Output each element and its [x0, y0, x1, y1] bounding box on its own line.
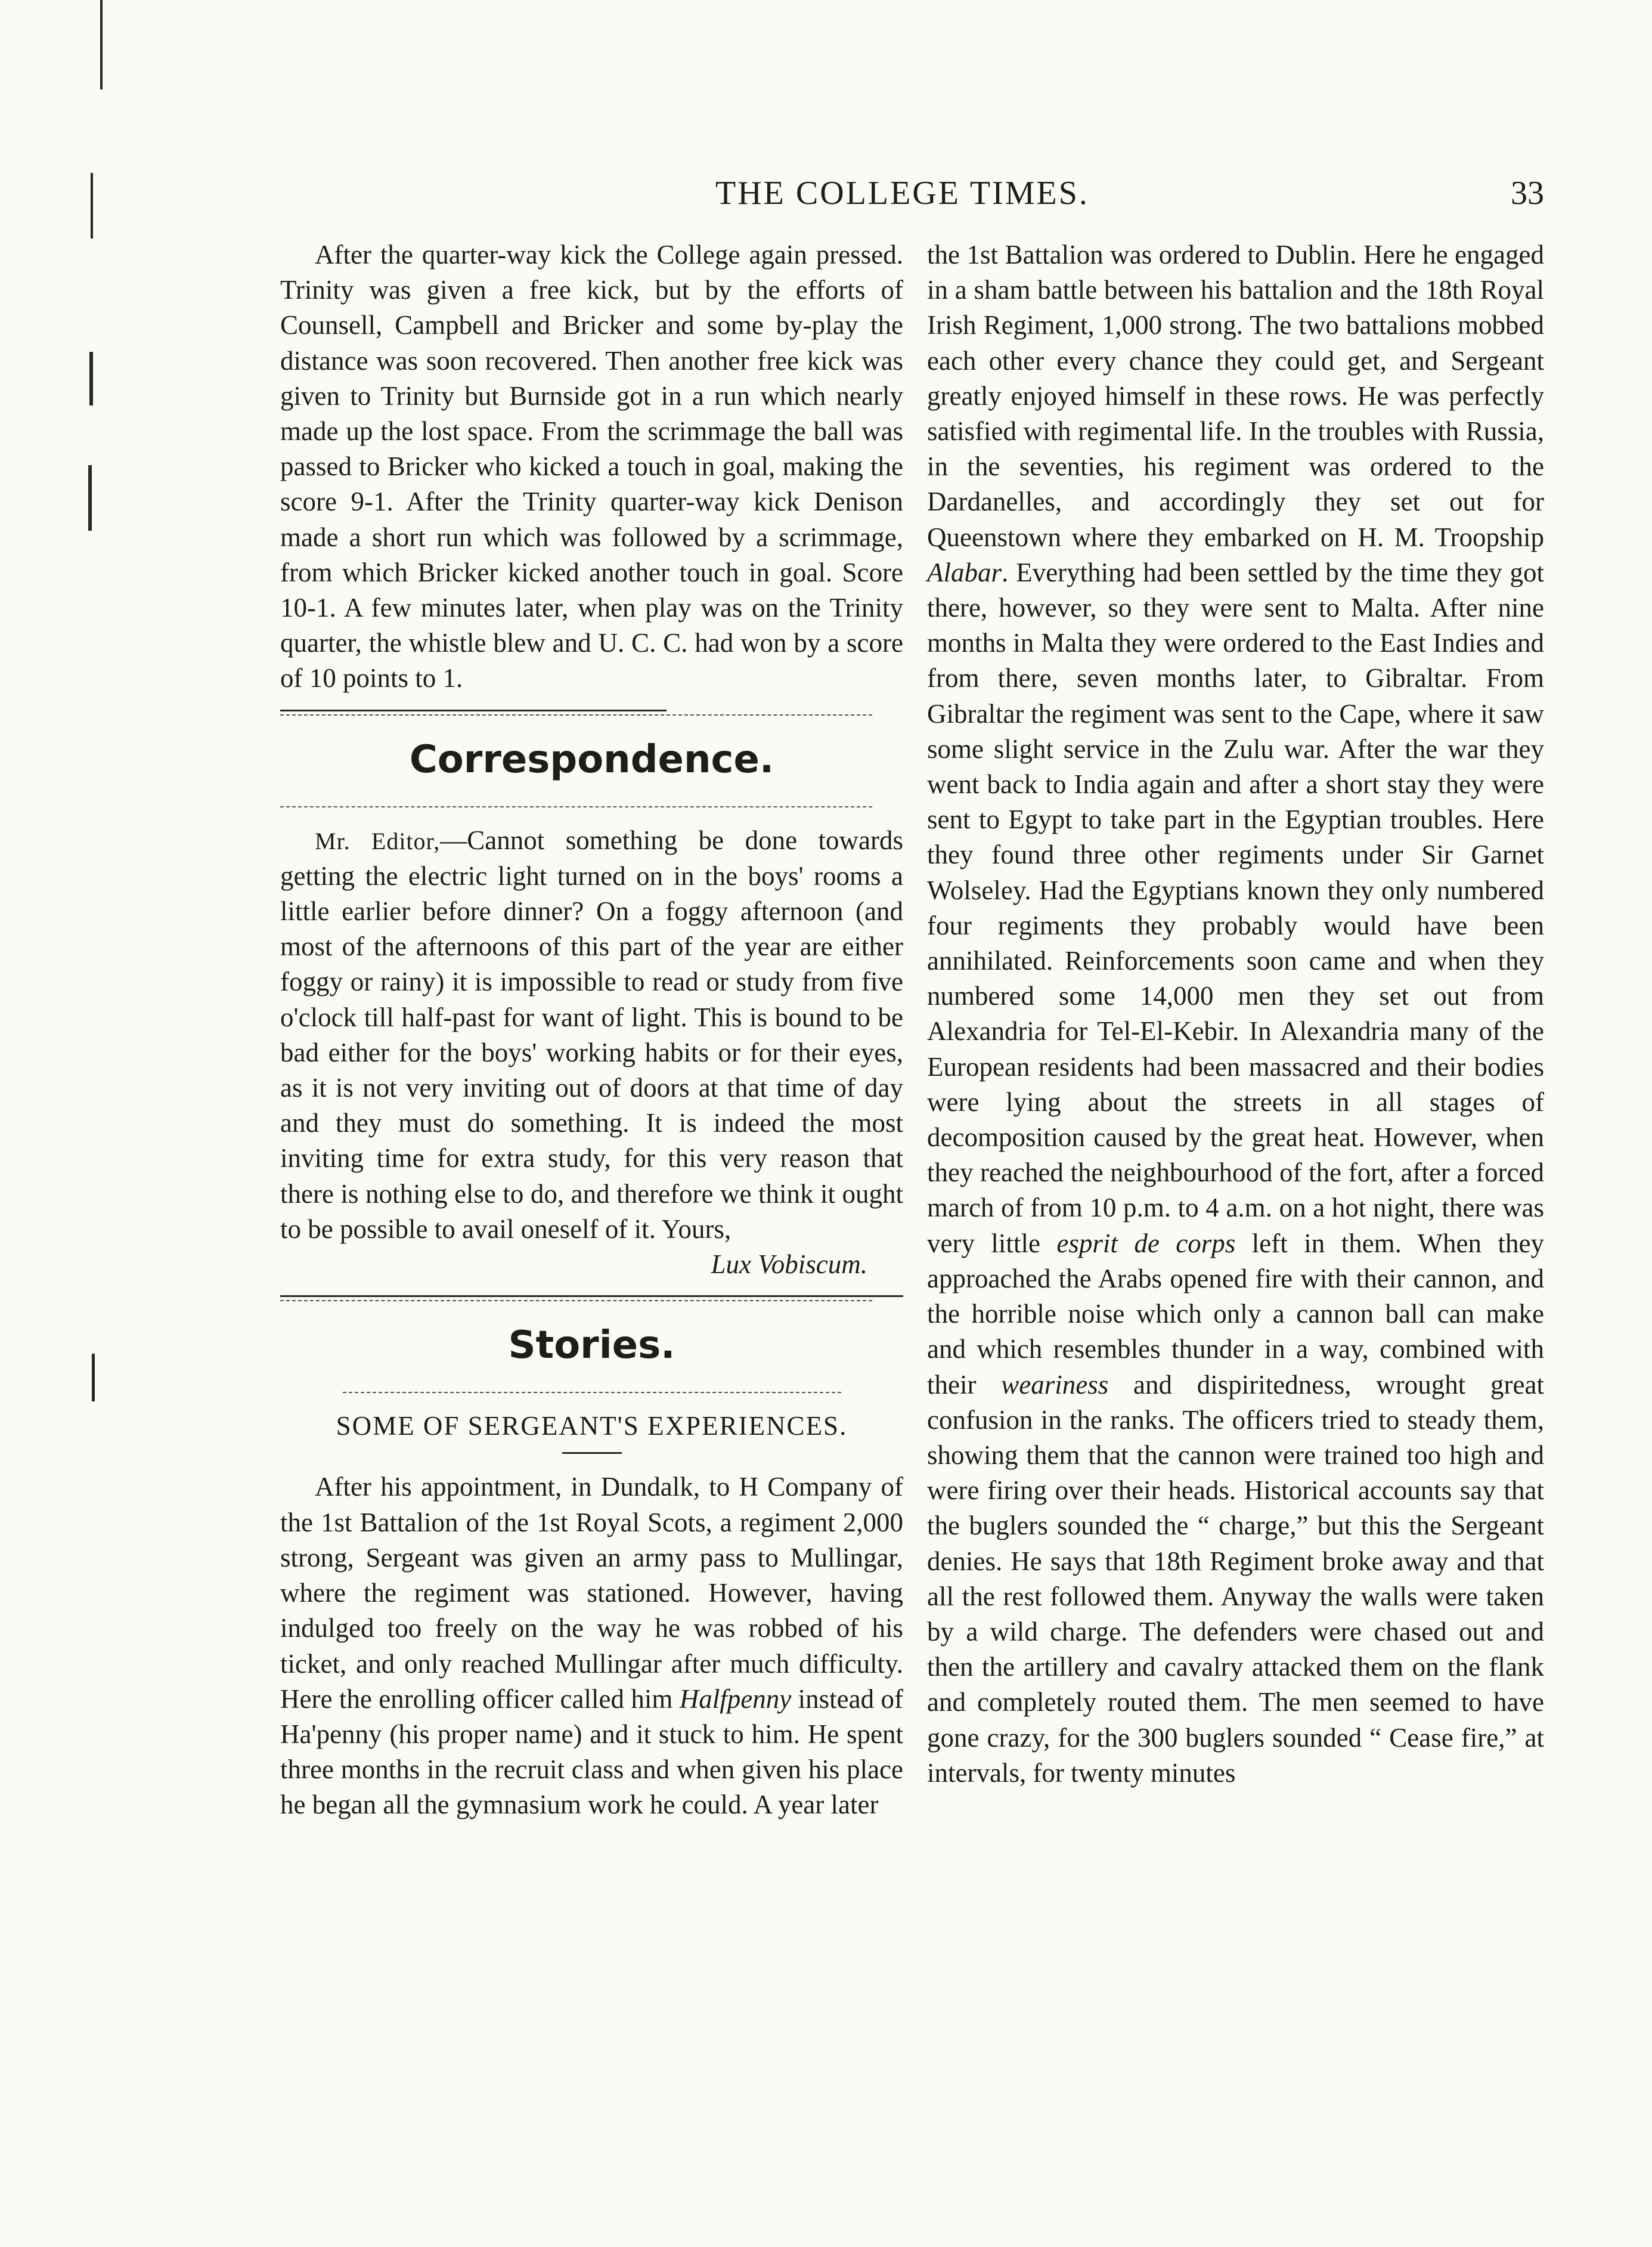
story-text: left in them. When they approached the Arabs opened fire with their cannon, and the horrible noise which only a cannon ball can make and which resembles thunder in a way, combined with their	[927, 1228, 1544, 1400]
football-report-paragraph: After the quarter-way kick the College again pressed. Trinity was given a free kick, but by the efforts of Counsell, Campbell and Bricker and some by-play the distance was soon recovered. Then another free kick was given to Trinity but Burnside got in a run which nearly made up the lost space. From the scrimmage the ball was passed to Bricker who kicked a touch in goal, making the score 9-1. After the Trinity quarter-way kick Denison made a short run which was followed by a scrimmage, from which Bricker kicked another touch in goal. Score 10-1. A few minutes later, when play was on the Trinity quarter, the whistle blew and U. C. C. had won by a score of 10 points to 1.	[280, 240, 903, 694]
story-paragraph	[280, 1469, 903, 1822]
section-divider	[280, 1387, 903, 1395]
section-divider	[280, 801, 903, 810]
scan-mark	[89, 352, 93, 406]
correspondence-heading: Correspondence.	[409, 737, 774, 782]
weariness-word: weariness	[1001, 1369, 1109, 1400]
right-column	[927, 237, 1544, 1791]
story-text: instead of Ha'penny (his proper name) and it stuck to him. He spent three months in the recruit class and when given his place he began all the gymnasium work he could. A year later	[280, 1683, 903, 1820]
story-text: the 1st Battalion was ordered to Dublin. Here he engaged in a sham battle between his battalion and the 18th Royal Irish Regiment, 1,000 strong. The two battalions mobbed each other every chance they could get, and Sergeant greatly enjoyed himself in these rows. He was perfectly satisfied with regimental life. In the troubles with Russia, in the seventies, his regiment was ordered to the Dardanelles, and accordingly they set out for Queenstown where they embarked on H. M. Troopship	[927, 240, 1544, 552]
story-text: After his appointment, in Dundalk, to H Company of the 1st Battalion of the 1st Royal Scots, a regiment 2,000 strong, Sergeant was given an army pass to Mullingar, where the regiment was stationed. However, having indulged too freely on the way he was robbed of his ticket, and only reached Mullingar after much difficulty. Here the enrolling officer called him	[280, 1472, 903, 1714]
esprit-phrase: esprit de corps	[1056, 1228, 1236, 1258]
left-column	[280, 237, 903, 1823]
story-title: SOME OF SERGEANT'S EXPERIENCES.	[336, 1411, 848, 1441]
letter-paragraph	[280, 823, 903, 1247]
nickname: Halfpenny	[679, 1683, 792, 1714]
scan-mark	[100, 0, 103, 89]
story-text: and dispiritedness, wrought great confusion in the ranks. The officers tried to steady them, showing them that the cannon were trained too high and were firing over their heads. Historical accounts say that the buglers sounded the “ charge,” but this the Sergeant denies. He says that 18th Regiment broke away and that all the rest followed them. Anyway the walls were taken by a wild charge. The defenders were chased out and then the artillery and cavalry attacked them on the flank and completely routed them. The men seemed to have gone crazy, for the 300 buglers sounded “ Cease fire,” at intervals, for twenty minutes	[927, 1369, 1544, 1788]
running-header	[280, 174, 1544, 222]
page-number: 33	[1511, 175, 1544, 212]
story-text: . Everything had been settled by the time they got there, however, so they were sent to Malta. After nine months in Malta they were ordered to the East Indies and from there, seven months later, to Gibraltar. From Gibraltar the regiment was sent to the Cape, where it saw some slight service in the Zulu war. After the war they went back to India again and after a short stay they were sent to Egypt to take part in the Egyptian troubles. Here they found three other regiments under Sir Garnet Wolseley. Had the Egyptians known they only numbered four regiments they probably would have been annihilated. Reinforcements soon came and when they numbered some 14,000 men they set out from Alexandria for Tel-El-Kebir. In Alexandria many of the European residents had been massacred and their bodies were lying about the streets in all stages of decomposition caused by the great heat. However, when they reached the neighbourhood of the fort, after a forced march of from 10 p.m. to 4 a.m. on a hot night, there was very little	[927, 557, 1544, 1258]
ship-name: Alabar	[927, 557, 1002, 587]
stories-heading: Stories.	[508, 1323, 675, 1368]
title-rule	[562, 1452, 622, 1454]
scan-mark	[91, 173, 93, 239]
letter-body: —Cannot something be done towards getting the electric light turned on in the boys' rooms a little earlier before dinner? On a foggy afternoon (and most of the afternoons of this part of the year are either foggy or rainy) it is impossible to read or study from five o'clock till half-past for want of light. This is bound to be bad either for the boys' working habits or for their eyes, as it is not very inviting out of doors at that time of day and they must do something. It is indeed the most inviting time for extra study, for this very reason that there is nothing else to do, and therefore we think it ought to be possible to avail oneself of it. Yours,	[280, 825, 903, 1244]
story-continuation-paragraph	[927, 237, 1544, 1791]
publication-title: THE COLLEGE TIMES.	[715, 175, 1089, 212]
scan-mark	[92, 1354, 95, 1401]
section-divider	[280, 710, 903, 718]
scan-mark	[88, 465, 92, 531]
section-divider	[280, 1295, 903, 1304]
letter-salutation: Mr. Editor,	[315, 827, 441, 855]
letter-signature: Lux Vobiscum.	[711, 1249, 867, 1280]
